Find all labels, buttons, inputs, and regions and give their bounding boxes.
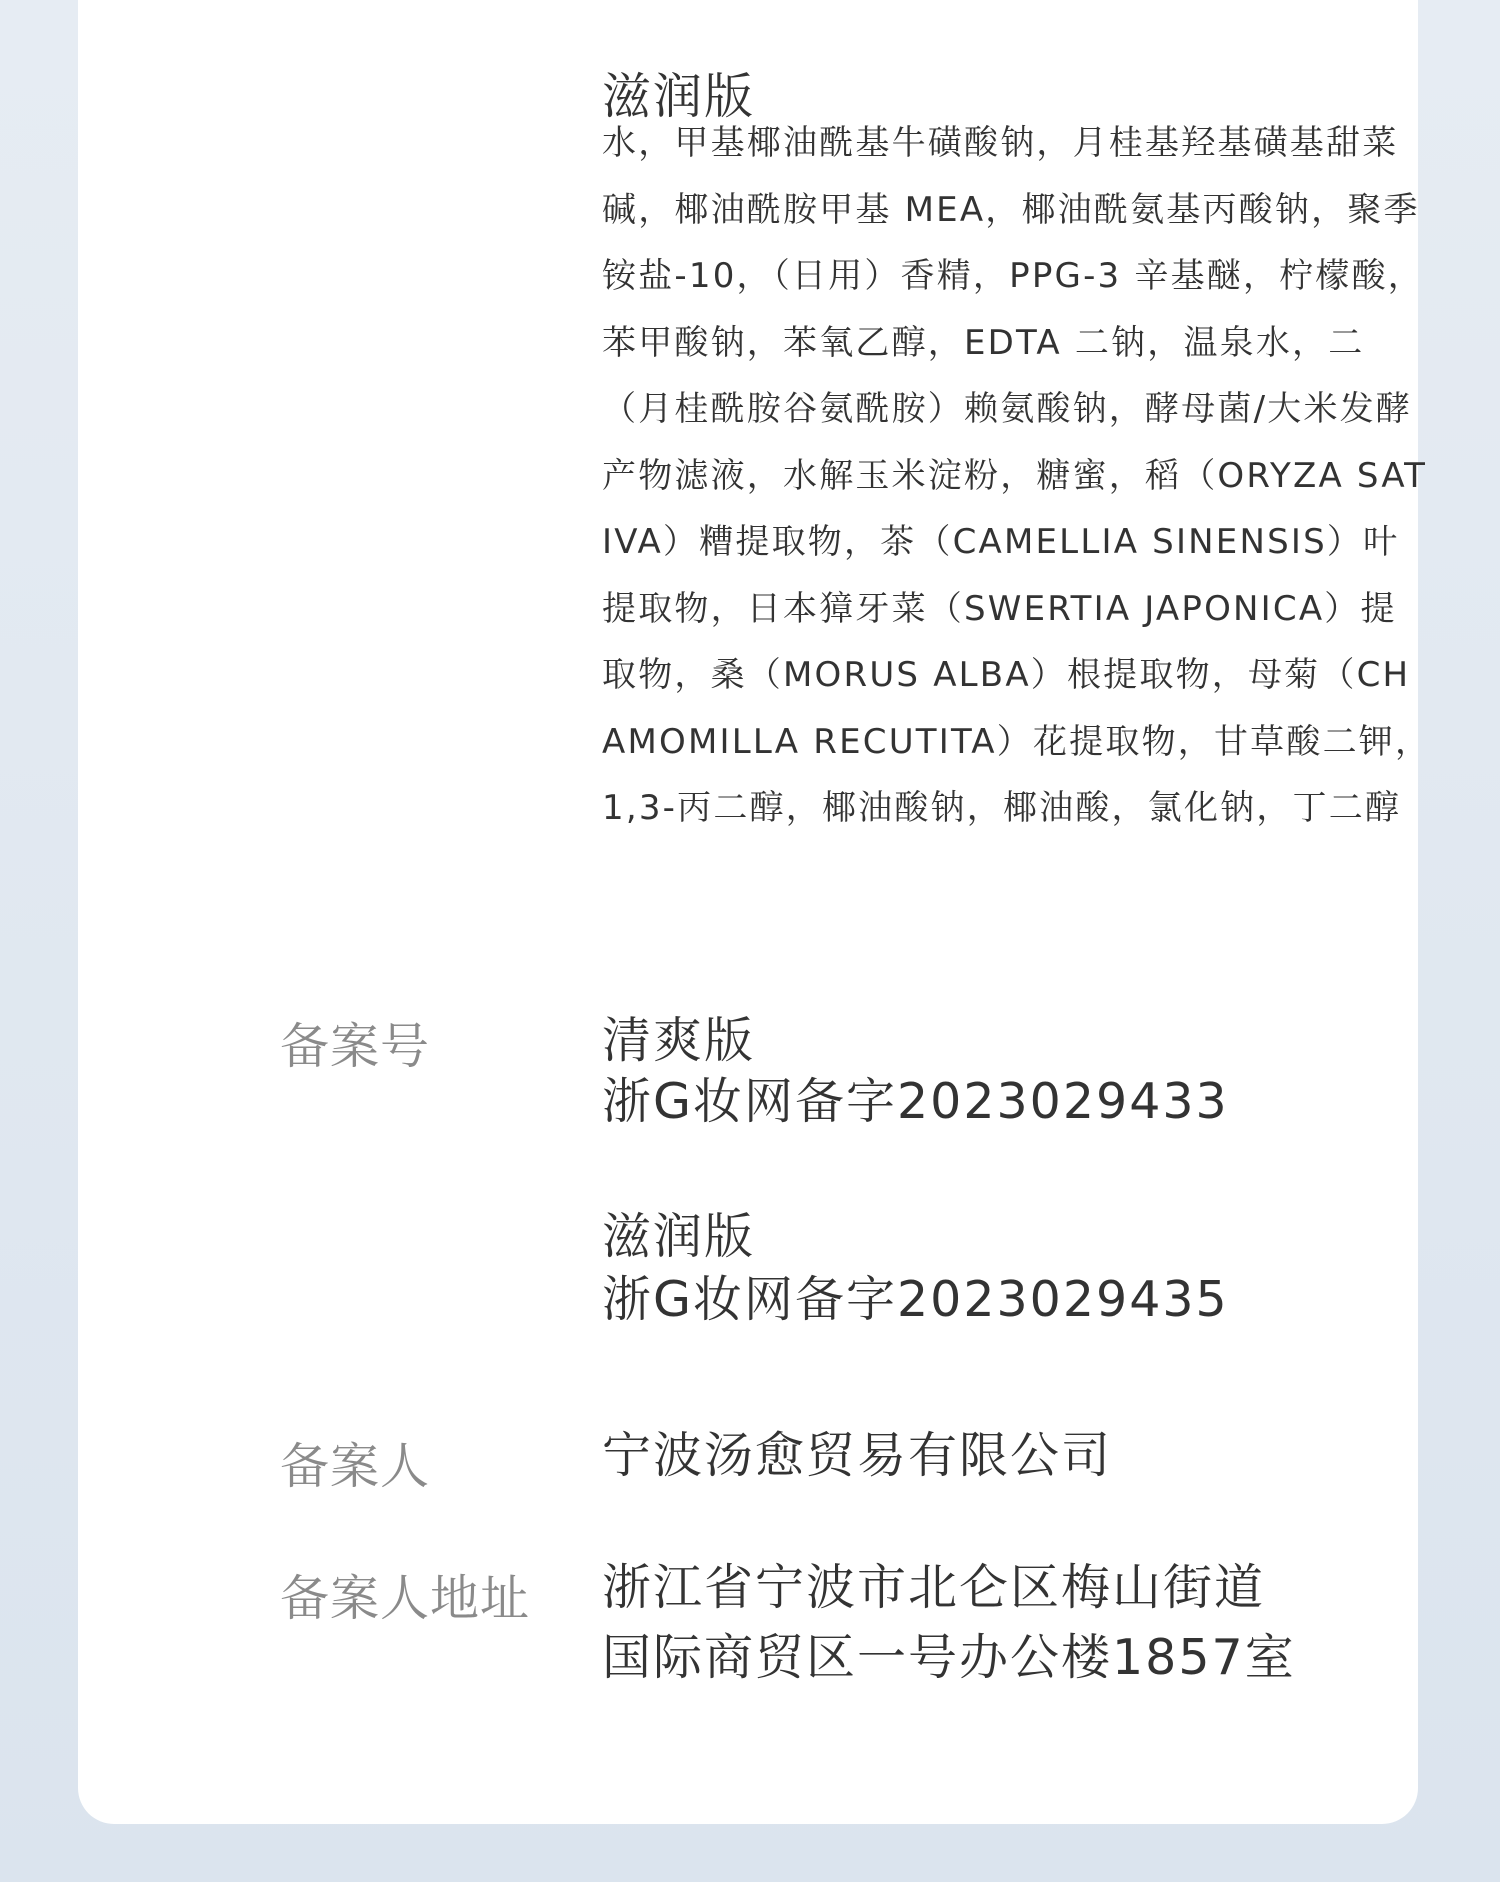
rich-version-heading: 滋润版 [602,68,756,125]
registrant-address-label: 备案人地址 [280,1570,531,1627]
registration-number-value: 浙G妆网备字2023029435 [602,1271,1229,1328]
registration-number-value: 浙G妆网备字2023029433 [602,1073,1229,1130]
product-info-card [78,0,1432,1824]
registration-version-heading: 清爽版 [602,1012,756,1069]
registration-number-label: 备案号 [280,1018,431,1075]
registration-version-heading: 滋润版 [602,1208,756,1265]
rich-version-ingredient-list: 水，甲基椰油酰基牛磺酸钠，月桂基羟基磺基甜菜碱，椰油酰胺甲基 MEA，椰油酰氨基丙酸钠，聚季铵盐-10，（日用）香精，PPG-3 辛基醚，柠檬酸，苯甲酸钠，苯氧乙醇，EDTA 二钠，温泉水，二（月桂酰胺谷氨酰胺）赖氨酸钠，酵母菌/大米发酵产物滤液，水解玉米淀粉，糖蜜，稻（ORYZA SATIVA）糟提取物，茶（CAMELLIA SINENSIS）叶提取物，日本獐牙菜（SWERTIA JAPONICA）提取物，桑（MORUS ALBA）根提取物，母菊（CHAMOMILLA RECUTITA）花提取物，甘草酸二钾，1,3-丙二醇，椰油酸钠，椰油酸，氯化钠，丁二醇 [602,123,1432,828]
registrant-address-line-1: 浙江省宁波市北仑区梅山街道 [602,1559,1266,1616]
registrant-label: 备案人 [280,1438,431,1495]
registrant-value: 宁波汤愈贸易有限公司 [602,1427,1113,1484]
registrant-address-line-2: 国际商贸区一号办公楼1857室 [602,1629,1296,1686]
